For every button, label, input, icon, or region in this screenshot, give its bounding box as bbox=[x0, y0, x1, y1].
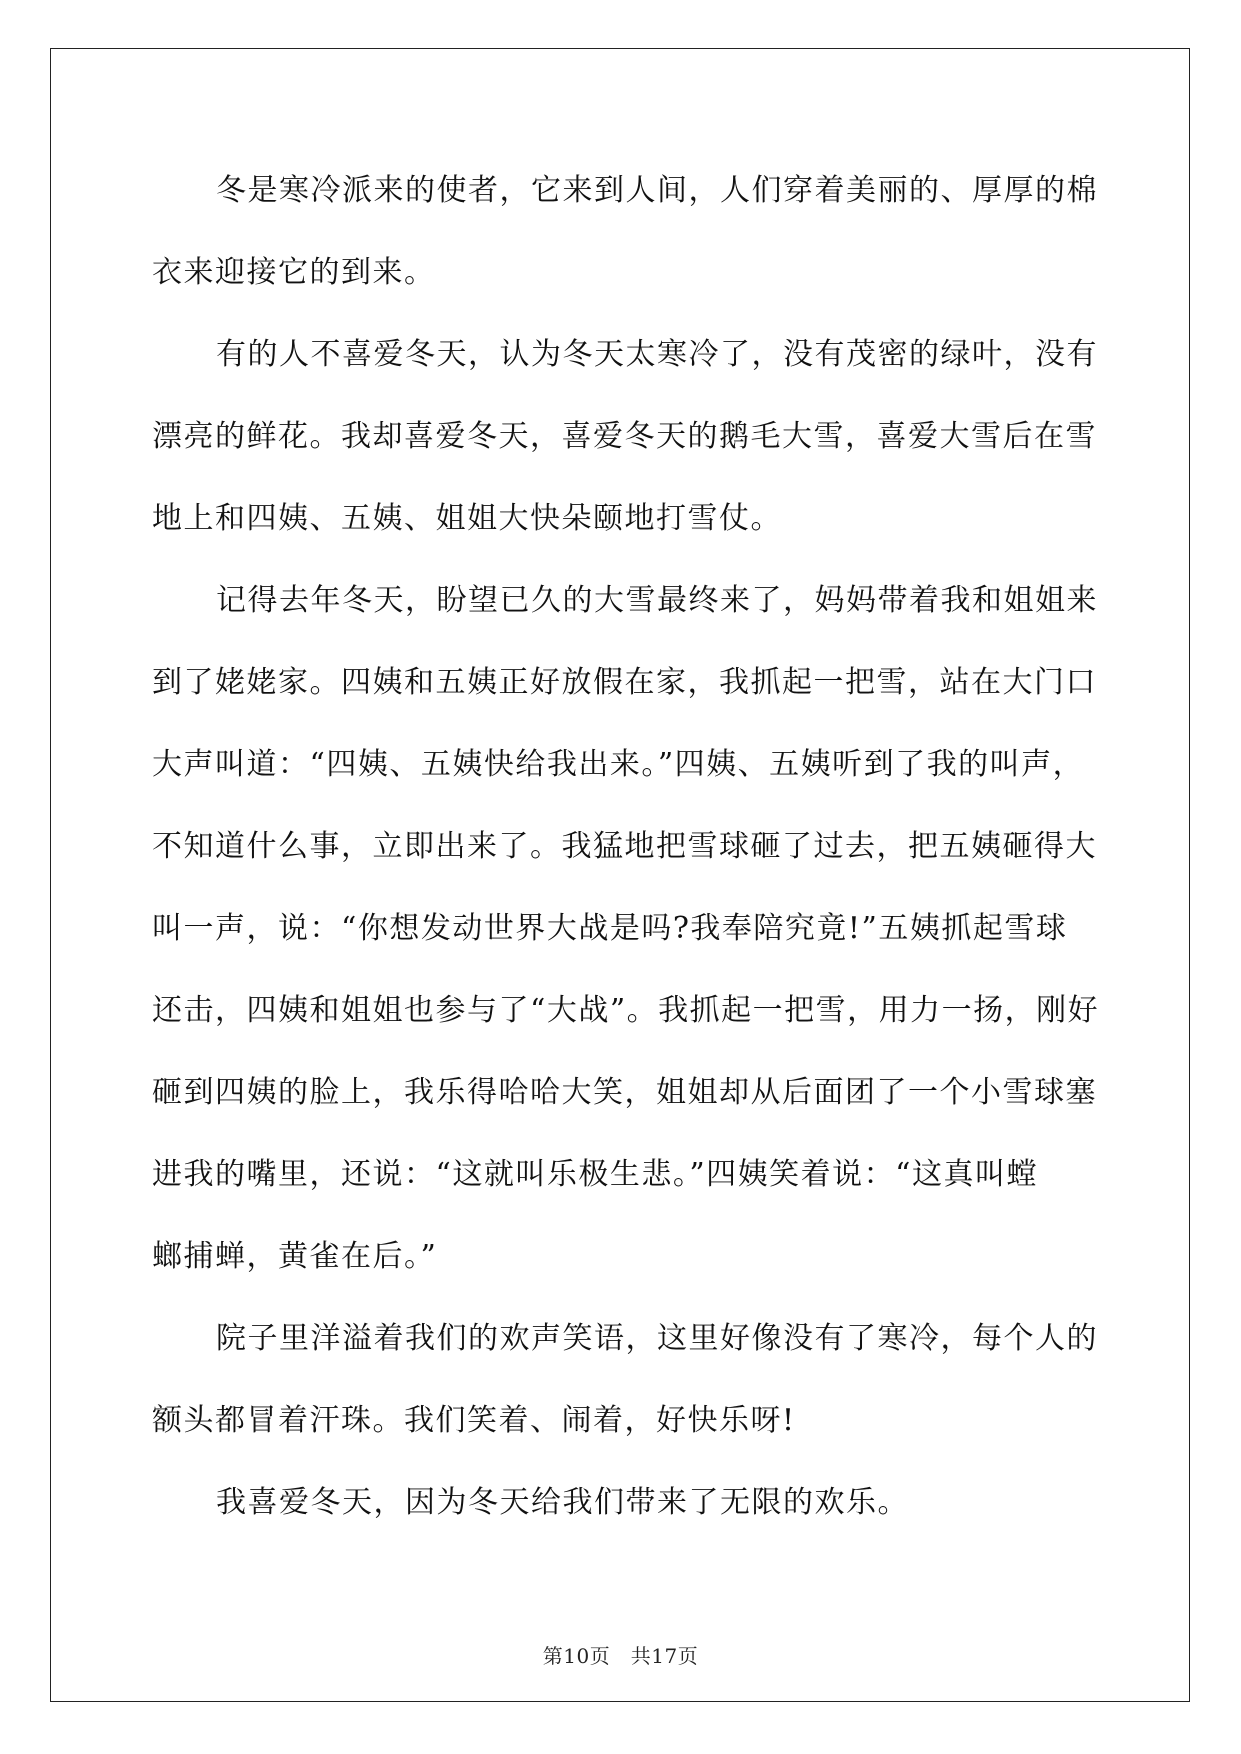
document-body bbox=[152, 160, 1107, 1554]
text-line: 我喜爱冬天，因为冬天给我们带来了无限的欢乐。 bbox=[216, 1485, 909, 1520]
text-line: 漂亮的鲜花。我却喜爱冬天，喜爱冬天的鹅毛大雪，喜爱大雪后在雪 bbox=[152, 419, 1097, 454]
text-line: 有的人不喜爱冬天，认为冬天太寒冷了，没有茂密的绿叶，没有 bbox=[216, 337, 1098, 372]
text-line: 螂捕蝉，黄雀在后。” bbox=[152, 1239, 438, 1274]
text-line: 地上和四姨、五姨、姐姐大快朵颐地打雪仗。 bbox=[152, 501, 782, 536]
text-line: 大声叫道：“四姨、五姨快给我出来。”四姨、五姨听到了我的叫声， bbox=[152, 747, 1085, 782]
text-line: 记得去年冬天，盼望已久的大雪最终来了，妈妈带着我和姐姐来 bbox=[216, 583, 1098, 618]
text-line: 还击，四姨和姐姐也参与了“大战”。我抓起一把雪，用力一扬，刚好 bbox=[152, 993, 1100, 1028]
text-line: 冬是寒冷派来的使者，它来到人间，人们穿着美丽的、厚厚的棉 bbox=[216, 173, 1098, 208]
text-line: 到了姥姥家。四姨和五姨正好放假在家，我抓起一把雪，站在大门口 bbox=[152, 665, 1097, 700]
text-line: 叫一声，说：“你想发动世界大战是吗?我奉陪究竟!”五姨抓起雪球 bbox=[152, 911, 1068, 946]
text-line: 不知道什么事，立即出来了。我猛地把雪球砸了过去，把五姨砸得大 bbox=[152, 829, 1097, 864]
text-line: 额头都冒着汗珠。我们笑着、闹着，好快乐呀! bbox=[152, 1403, 796, 1438]
text-line: 进我的嘴里，还说：“这就叫乐极生悲。”四姨笑着说：“这真叫螳 bbox=[152, 1157, 1039, 1192]
text-line: 院子里洋溢着我们的欢声笑语，这里好像没有了寒冷，每个人的 bbox=[216, 1321, 1098, 1356]
page-number-footer: 第10页 共17页 bbox=[542, 1644, 699, 1668]
text-line: 衣来迎接它的到来。 bbox=[152, 255, 436, 290]
text-line: 砸到四姨的脸上，我乐得哈哈大笑，姐姐却从后面团了一个小雪球塞 bbox=[152, 1075, 1097, 1110]
